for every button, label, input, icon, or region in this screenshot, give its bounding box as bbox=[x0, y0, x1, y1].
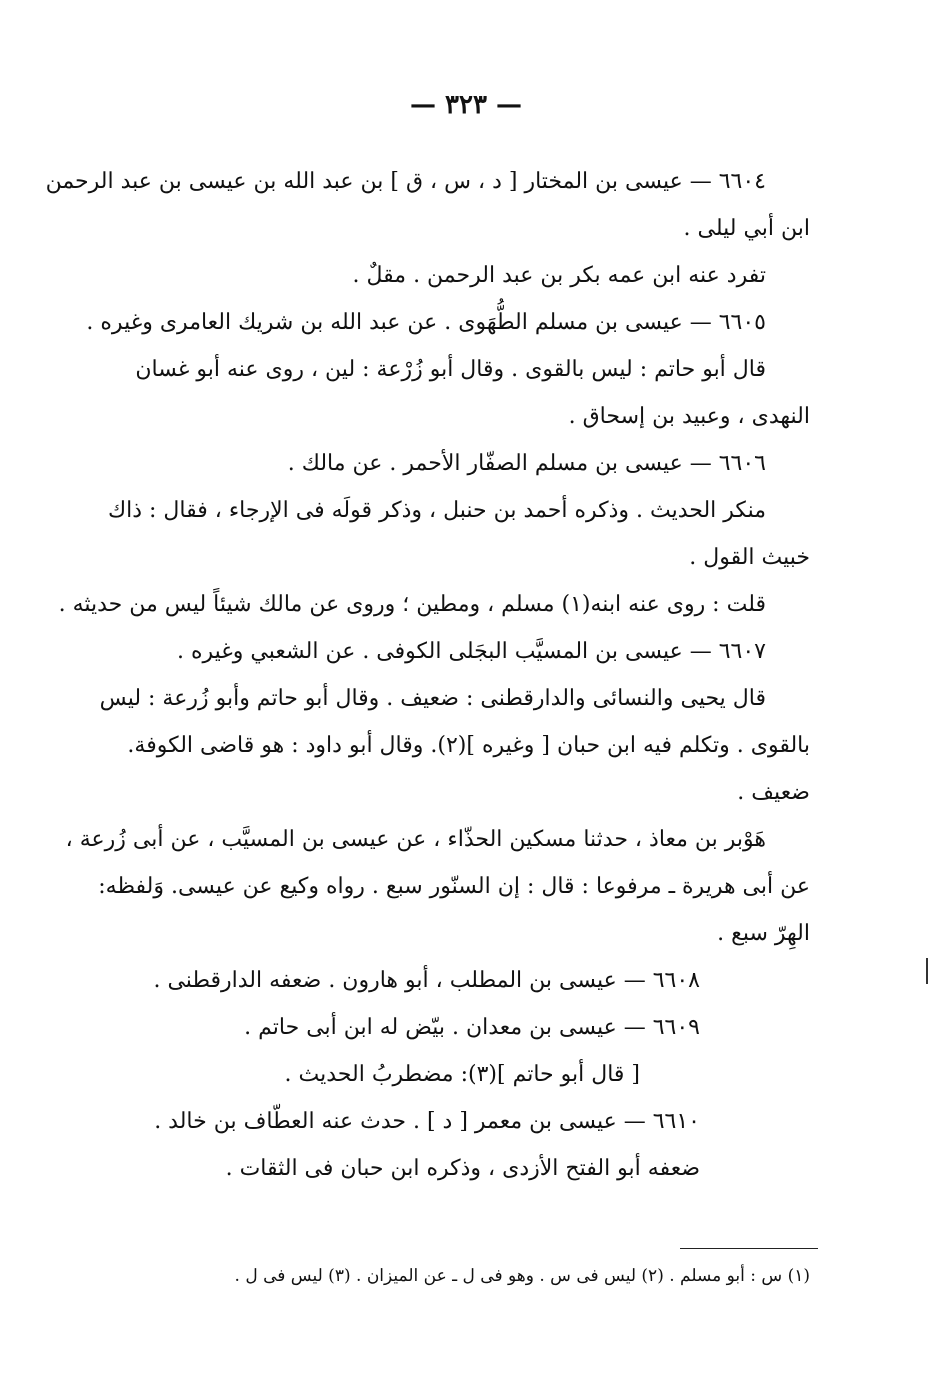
entry-6607-hadith-3: الهِرّ سبع . bbox=[717, 921, 810, 946]
entry-6607-hadith-1: هَوْبر بن معاذ ، حدثنا مسكين الحذّاء ، عن عيسى بن المسيَّب ، عن أبى زُرعة ، bbox=[65, 827, 766, 852]
entry-6606-remark: قلت : روى عنه ابنه(١) مسلم ، ومطين ؛ وروى عن مالك شيئاً ليس من حديثه . bbox=[58, 592, 766, 617]
entry-6606-text-1: منكر الحديث . وذكره أحمد بن حنبل ، وذكر قولَه فى الإرجاء ، فقال : ذاك bbox=[107, 498, 766, 523]
entry-6605-heading: ٦٦٠٥ — عيسى بن مسلم الطُّهَوى . عن عبد الله بن شريك العامرى وغيره . bbox=[86, 310, 766, 335]
entry-6605-text-2: النهدى ، وعبيد بن إسحاق . bbox=[568, 404, 810, 429]
entry-6610-note: ضعفه أبو الفتح الأزدى ، وذكره ابن حبان فى الثقات . bbox=[225, 1156, 700, 1181]
entry-6610-heading: ٦٦١٠ — عيسى بن معمر [ د ] . حدث عنه العطّاف بن خالد . bbox=[154, 1109, 700, 1134]
entry-6604-note: تفرد عنه ابن عمه بكر بن عبد الرحمن . مقلٌ . bbox=[352, 263, 766, 288]
entry-6609-heading: ٦٦٠٩ — عيسى بن معدان . بيّض له ابن أبى حاتم . bbox=[244, 1015, 700, 1040]
entry-6607-heading: ٦٦٠٧ — عيسى بن المسيَّب البجَلى الكوفى . عن الشعبي وغيره . bbox=[177, 639, 766, 664]
footnotes: (١) س : أبو مسلم . (٢) ليس فى س . وهو فى ل ـ عن الميزان . (٣) ليس فى ل . bbox=[234, 1266, 810, 1286]
entry-6607-text-1: قال يحيى والنسائى والدارقطنى : ضعيف . وقال أبو حاتم وأبو زُرعة : ليس bbox=[99, 686, 766, 711]
footnote-divider bbox=[680, 1248, 818, 1249]
entry-6607-hadith-2: عن أبى هريرة ـ مرفوعا : قال : إن السنّور سبع . رواه وكيع عن عيسى. وَلفظه: bbox=[98, 874, 810, 899]
entry-6604-line-1: ٦٦٠٤ — عيسى بن المختار [ د ، س ، ق ] بن عبد الله بن عيسى بن عبد الرحمن bbox=[45, 169, 766, 194]
entry-6606-text-2: خبيث القول . bbox=[689, 545, 810, 570]
entry-6609-note: [ قال أبو حاتم ](٣): مضطربُ الحديث . bbox=[284, 1062, 640, 1087]
entry-6607-text-2: بالقوى . وتكلم فيه ابن حبان [ وغيره ](٢). وقال أبو داود : هو قاضى الكوفة. bbox=[127, 733, 810, 758]
entry-6608-heading: ٦٦٠٨ — عيسى بن المطلب ، أبو هارون . ضعفه الدارقطنى . bbox=[153, 968, 700, 993]
entry-6605-text-1: قال أبو حاتم : ليس بالقوى . وقال أبو زُرْعة : لين ، روى عنه أبو غسان bbox=[135, 357, 766, 382]
entry-6604-line-2: ابن أبي ليلى . bbox=[683, 216, 810, 241]
entry-6607-text-3: ضعيف . bbox=[737, 780, 810, 805]
entry-6606-heading: ٦٦٠٦ — عيسى بن مسلم الصفّار الأحمر . عن مالك . bbox=[287, 451, 766, 476]
page-number: — ٣٢٣ — bbox=[409, 90, 523, 120]
page-edge-mark bbox=[926, 958, 928, 984]
page-body bbox=[45, 158, 810, 1192]
